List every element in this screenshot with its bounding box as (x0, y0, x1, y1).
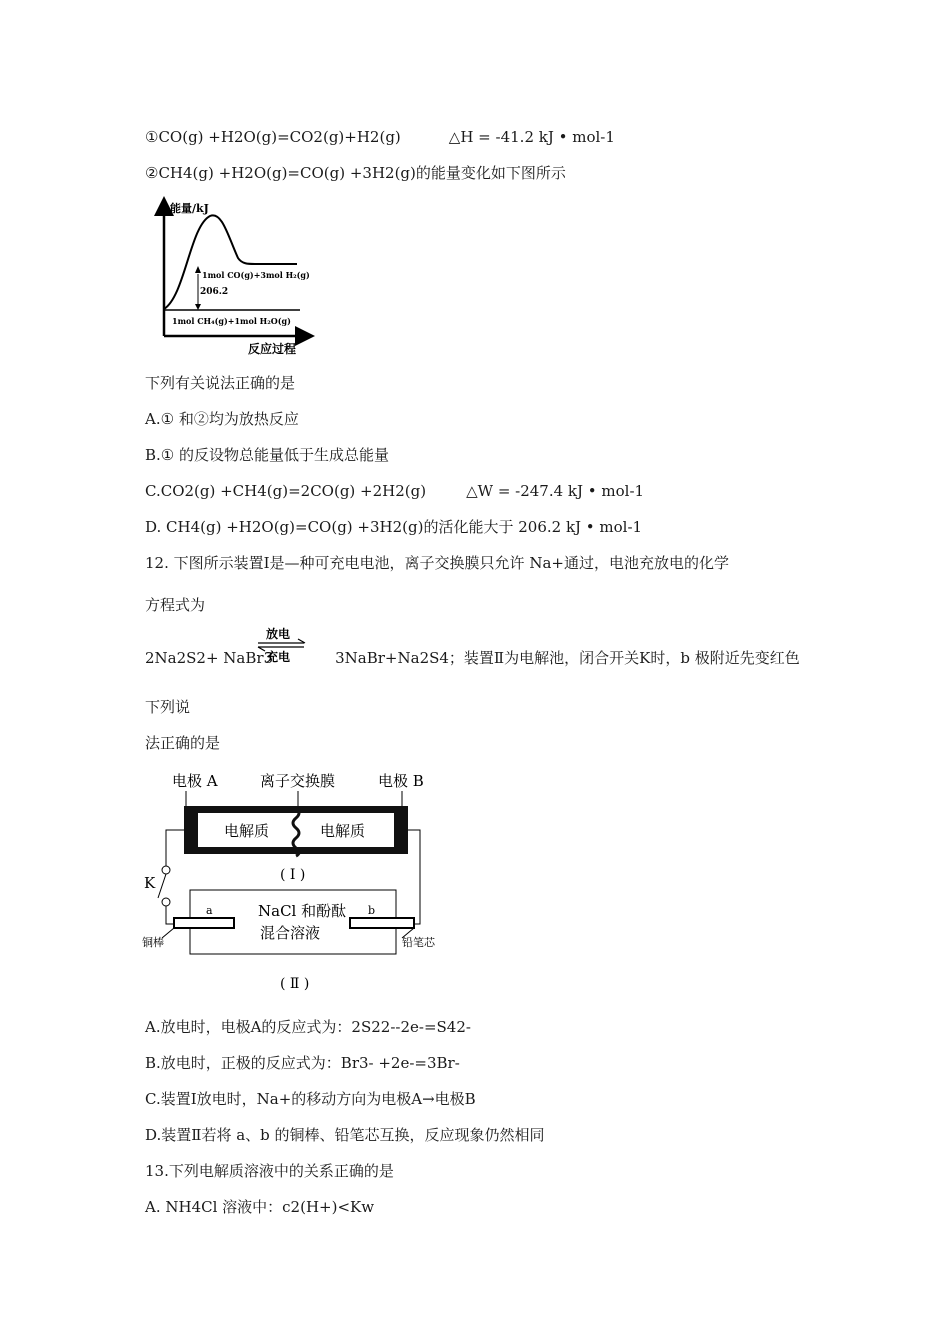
cell-II (174, 890, 414, 954)
q12-stem-2: 方程式为 (145, 596, 206, 614)
solution-label-2: 混合溶液 (260, 924, 321, 942)
copper-rod-label: 铜棒 (142, 936, 164, 949)
q12-option-c: C.装置Ⅰ放电时，Na+的移动方向为电极A→电极B (145, 1090, 476, 1108)
q11-option-b: B.① 的反设物总能量低于生成总能量 (145, 446, 390, 464)
electrode-b-label: 电极 B (378, 772, 424, 790)
device-II-label: ( Ⅱ ) (280, 976, 310, 992)
q13-option-a: A. NH4Cl 溶液中：c2(H+)<Kw (145, 1198, 375, 1216)
arrow-charge-label: 充电 (266, 650, 291, 664)
energy-diagram (150, 196, 330, 358)
equation-1 (145, 127, 615, 147)
energy-ylabel: 能量/kJ (170, 202, 209, 215)
energy-xlabel: 反应过程 (248, 342, 297, 356)
q12-option-b: B.放电时，正极的反应式为：Br3- +2e-=3Br- (145, 1054, 460, 1072)
electrode-a-label: 电极 A (172, 772, 218, 790)
arrow-discharge-label: 放电 (266, 627, 291, 641)
q11-option-d: D. CH4(g) +H2O(g)=CO(g) +3H2(g)的活化能大于 206.2 kJ • mol-1 (145, 518, 643, 536)
q12-equation (145, 648, 800, 668)
rod-a-label: a (206, 904, 213, 917)
q11-option-c-enthalpy: △W = -247.4 kJ • mol-1 (466, 482, 645, 500)
reversible-arrow (256, 626, 308, 666)
q12-stem-5: 法正确的是 (145, 734, 221, 752)
upper-level-label: 1mol CO(g)+3mol H₂(g) (202, 270, 310, 280)
delta-value: 206.2 (200, 287, 229, 297)
switch-k-label: K (144, 874, 156, 892)
energy-curve (164, 215, 297, 309)
electrolyte-left: 电解质 (224, 822, 270, 840)
equation-1-enthalpy: △H = -41.2 kJ • mol-1 (448, 128, 615, 146)
q12-equation-left: 2Na2S2+ NaBr3 (145, 649, 274, 667)
q12-option-d: D.装置Ⅱ若将 a、b 的铜棒、铅笔芯互换，反应现象仍然相同 (145, 1126, 545, 1144)
cell-diagram (140, 766, 450, 1000)
q12-option-a: A.放电时，电极A的反应式为：2S22--2e-=S42- (145, 1018, 471, 1036)
device-I-label: ( Ⅰ ) (280, 867, 306, 883)
battery-I (184, 806, 408, 856)
q11-option-a: A.① 和②均为放热反应 (145, 410, 299, 428)
equation-2: ②CH4(g) +H2O(g)=CO(g) +3H2(g)的能量变化如下图所示 (145, 164, 566, 182)
electrolyte-right: 电解质 (320, 822, 366, 840)
q11-option-c-reaction: C.CO2(g) +CH4(g)=2CO(g) +2H2(g) (145, 482, 427, 500)
membrane-label: 离子交换膜 (260, 772, 336, 790)
equation-1-reaction: ①CO(g) +H2O(g)=CO2(g)+H2(g) (145, 128, 401, 146)
q11-option-c (145, 481, 644, 501)
rod-b-label: b (368, 904, 376, 917)
lower-level-label: 1mol CH₄(g)+1mol H₂O(g) (172, 316, 291, 326)
q12-equation-right: 3NaBr+Na2S4；装置Ⅱ为电解池，闭合开关K时，b 极附近先变红色 (335, 649, 800, 667)
q12-stem-4: 下列说 (145, 698, 191, 716)
pencil-lead-label: 铅笔芯 (402, 936, 435, 949)
q12-stem-1: 12. 下图所示装置Ⅰ是—种可充电电池，离子交换膜只允许 Na+通过，电池充放电的化学 (145, 554, 729, 572)
q11-stem: 下列有关说法正确的是 (145, 374, 296, 392)
solution-label-1: NaCl 和酚酞 (258, 902, 347, 920)
q13-stem: 13.下列电解质溶液中的关系正确的是 (145, 1162, 394, 1180)
